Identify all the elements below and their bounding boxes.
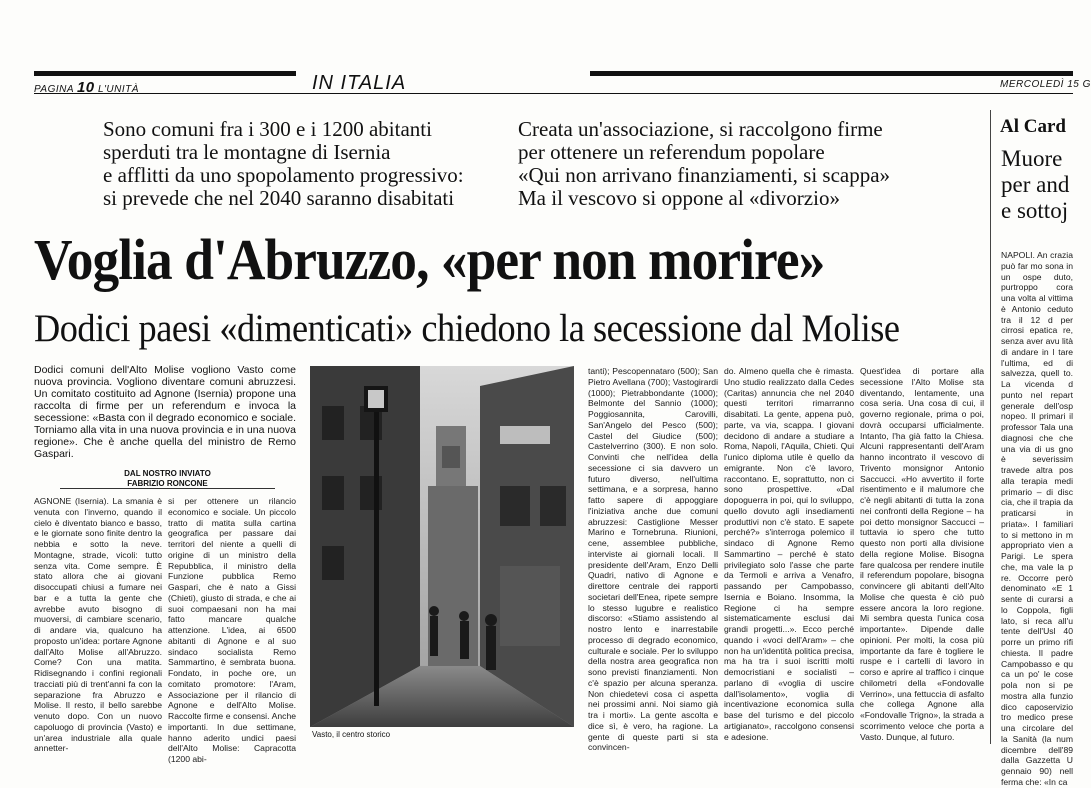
side-deck-line: Muore bbox=[1001, 146, 1063, 171]
deck-right-line: Ma il vescovo si oppone al «divorzio» bbox=[518, 186, 840, 210]
main-subhead: Dodici paesi «dimenticati» chiedono la secessione dal Molise bbox=[34, 307, 900, 350]
section-title: IN ITALIA bbox=[312, 72, 407, 94]
byline-rule bbox=[60, 488, 275, 489]
article-intro: Dodici comuni dell'Alto Molise vogliono Vasto come nuova provincia. Vogliono diventare comuni abruzzesi. Un comitato costituito ad Agnone (Isernia) propone una raccolta di firme per un referendum e invoca la secessione: «Basta con il degrado economico e sociale. Torniamo alla vita in una nuova provincia e in una nuova regione». Che è anche quella del ministro de Remo Gaspari. bbox=[34, 364, 296, 460]
column-3-text: tanti); Pescopennataro (500); San Pietro Avellana (700); Vastogirardi (1000); Pietrabbondante (1000); Belmonte del Sannio (1000); Poggiosannita, Carovilli, San'Angelo del Pesco (500); Castel del Giudice (500); Castelverrino (300). E non solo. Convinti che nell'idea della secessione ci sia davvero un futuro diverso, nell'ultima settimana, e a sorpresa, hanno fatto sapere di appoggiare l'iniziativa anche due comuni abruzzesi: Castiglione Messer Marino e Tornebruna. Riunioni, cene, assemblee pubbliche, interviste ai giornali locali. Il presidente dell'Aram, Enzo Delli Quadri, nativo di Agnone e direttore centrale dei rapporti societari dell'Enea, ripete sempre lo stesso lugubre e realistico discorso: «Stiamo assistendo al nostro lento e inarrestabile processo di degrado economico, culturale e sociale. Per lo sviluppo della nostra area geografica non sono previsti finanziamenti. Non c'è spazio per alcuna speranza. Non chiedetevi cosa ci aspetta nei prossimi anni. Noi siamo già tra i morti». La gente ascolta e dice sì, è vero, ha ragione. La gente di queste parti si sta convincen- bbox=[588, 366, 718, 753]
page-label-group bbox=[34, 79, 139, 96]
deck-left bbox=[103, 118, 464, 210]
article-column-5 bbox=[860, 366, 984, 744]
deck-left-line: Sono comuni fra i 300 e i 1200 abitanti bbox=[103, 117, 432, 141]
byline-name: FABRIZIO RONCONE bbox=[127, 479, 208, 488]
header-rule-left bbox=[34, 71, 296, 76]
page-date: MERCOLEDÌ 15 G bbox=[1000, 79, 1091, 90]
article-column-1 bbox=[34, 496, 162, 754]
page-label: PAGINA bbox=[34, 84, 74, 95]
deck-right bbox=[518, 118, 890, 210]
column-4-text: do. Almeno quella che è rimasta. Uno studio realizzato dalla Cedes (Caritas) annuncia che nel 2040 questi territori rimarranno disabitati. La gente, appena può, parte, va via, scappa. I giovani decidono di andare a studiare a Roma, Napoli, l'Aquila, Chieti. Qui l'unico diploma utile è quello da emigrante. Non c'è lavoro, raccontano. E, soprattutto, non ci sono prospettive. «Dal dopoguerra in poi, qui lo sviluppo, quello dovuto agli insediamenti produttivi non c'è stato. E sapete perché?» s'interroga polemico il sindaco di Agnone Remo Sammartino – perché è stato privilegiato solo l'asse che parte da Termoli e arriva a Venafro, passando per Campobasso, Isernia e Boiano. Insomma, la Regione ci ha sempre sistematicamente esclusi dai grandi progetti...». Ecco perché quando i «voci dell'Aram» – che non ha un'identità politica precisa, ma ha tra i suoi iscritti molti democristiani e socialisti – parlano di «voglia di uscire dall'isolamento», voglia di incentivazione economica sulla base del turismo e del piccolo artigianato», raccolgono consensi e adesione. bbox=[724, 366, 854, 742]
paper-name: L'UNITÀ bbox=[97, 84, 139, 95]
column-2-text: si per ottenere un rilancio economico e sociale. Un piccolo tratto di matita sulla cartina geografica per passare dai territori del niente a quelli di origine di un ministro della Repubblica, il ministro della Funzione pubblica Remo Gaspari, che è nato a Gissi (Chieti), giusto di strada, e che ai suoi compaesani non ha mai fatto mancare qualche attenzione. L'idea, ai 6500 abitanti di Agnone e al suo sindaco socialista Remo Sammartino, è sembrata buona. Fondato, in poche ore, un comitato promotore: l'Aram, Associazione per il rilancio di Agnone e dell'Alto Molise. Raccolte firme e consensi. Anche importanti. In due settimane, hanno aderito undici paesi dell'Alto Molise: Capracotta (1200 abi- bbox=[168, 496, 296, 764]
column-5-text: Quest'idea di portare alla secessione l'Alto Molise sta diventando, lentamente, una cosa seria. Una cosa di cui, il governo regionale, prima o poi, dovrà occuparsi ufficialmente. Intanto, l'ha già fatto la Chiesa. Alcuni rappresentanti dell'Aram hanno incontrato il vescovo di Trivento monsignor Antonio Saccucci. «Ho avvertito il forte risentimento e il malumore che c'è negli abitanti di tutta la zona nei confronti della Regione – ha poi detto monsignor Saccucci – tuttavia io spero che tutto questo non porti alla divisione della regione Molise. Bisogna fare qualcosa per rendere inutile il referendum popolare, bisogna convincere gli abitanti dell'Alto Molise che questa è ciò può essere ancora la loro regione. Mi sembra questa l'unica cosa importante». Dipende dalle opinioni. Per molti, la cosa più importante da fare è togliere le ruspe e i cartelli di lavoro in corso e aprire al traffico i cinque chilometri della «Fondovalle Verrino», una fettuccia di asfalto che collega Agnone alla «Fondovalle Trigno», la strada a scorrimento veloce che porta a Vasto. Dunque, al futuro. bbox=[860, 366, 984, 742]
side-article-body bbox=[1001, 250, 1073, 787]
byline-label: DAL NOSTRO INVIATO bbox=[124, 469, 211, 478]
article-column-4 bbox=[724, 366, 854, 744]
column-1-text: AGNONE (Isernia). La smania è venuta con l'inverno, quando il cielo è diventato bianco e basso, e le giornate sono finite dentro la nebbia e sotto la neve. Montagne, strade, vicoli: tutto senza vita. Come sempre. È stato allora che ai giovani disoccupati chiusi a fumare nei bar e a tutta la gente che avrebbe avuto bisogno di muoversi, di cambiare scenario, di andare via, qualcuno ha proposto un'idea: portare Agnone dall'Alto Molise all'Abruzzo. Come? Con una matita. Ridisegnando i confini regionali tracciati più di trent'anni fa con la separazione fra Abruzzo e Molise. Il resto, il bello sarebbe venuto dopo. Con un nuovo capoluogo di provincia (Vasto) e un'area industriale alla quale annetter- bbox=[34, 496, 162, 754]
main-headline: Voglia d'Abruzzo, «per non morire» bbox=[34, 227, 825, 292]
street-photo-graphic bbox=[310, 366, 574, 727]
side-article-headline: Al Card bbox=[1000, 116, 1066, 137]
column-divider bbox=[990, 110, 991, 744]
photo-caption: Vasto, il centro storico bbox=[312, 730, 391, 739]
deck-right-line: «Qui non arrivano finanziamenti, si scappa» bbox=[518, 163, 891, 187]
article-column-2 bbox=[168, 496, 296, 764]
street-photo bbox=[310, 366, 574, 727]
side-deck-line: e sottoj bbox=[1001, 198, 1069, 223]
side-deck-line: per and bbox=[1001, 172, 1070, 197]
deck-left-line: e afflitti da uno spopolamento progressivo: bbox=[103, 163, 464, 187]
page-number: 10 bbox=[76, 79, 95, 96]
deck-left-line: sperduti tra le montagne di Isernia bbox=[103, 140, 391, 164]
deck-right-line: Creata un'associazione, si raccolgono firme bbox=[518, 117, 883, 141]
side-article-text: NAPOLI. An crazia può far mo sona in un ospe duto, purtroppo cora una volta al vittima è Antonio ceduto tra il 12 d per cirrosi epatica re, senza aver avu lità di andare in l tare l'ultima, ed di salvezza, quell to. La vicenda d punto nel repart generale dell'osp nopeo. Il primari il professor Tala una diagnosi che che una via di us gno è severissim travede altra pos alla terapia medi primario – di disc cia, che il trapia da praticarsi in priata». I familiari to si mettono in m appropriato vien a Parigi. Le spera che, ma vale la p re. Occorre però denominato «E 1 sente di curarsi a lo Coppola, figli lato, si reca all'u tente dell'Usl 40 porre un primo rifi chiesta. Il padre Campobasso e qu ca un po' le cose pola non si pe mostra alla funzio dico caposervizio tro medico prese una circolare del la Sanità (la num dicembre dell'89 dalla Gazzetta U gennaio 90) nell ferma che: «In ca bbox=[1001, 250, 1073, 787]
header-rule-bottom bbox=[34, 93, 1073, 94]
header-rule-right bbox=[590, 71, 1073, 76]
side-article-deck bbox=[1001, 146, 1069, 224]
article-column-3 bbox=[588, 366, 718, 753]
deck-left-line: si prevede che nel 2040 saranno disabitati bbox=[103, 186, 455, 210]
deck-right-line: per ottenere un referendum popolare bbox=[518, 140, 825, 164]
